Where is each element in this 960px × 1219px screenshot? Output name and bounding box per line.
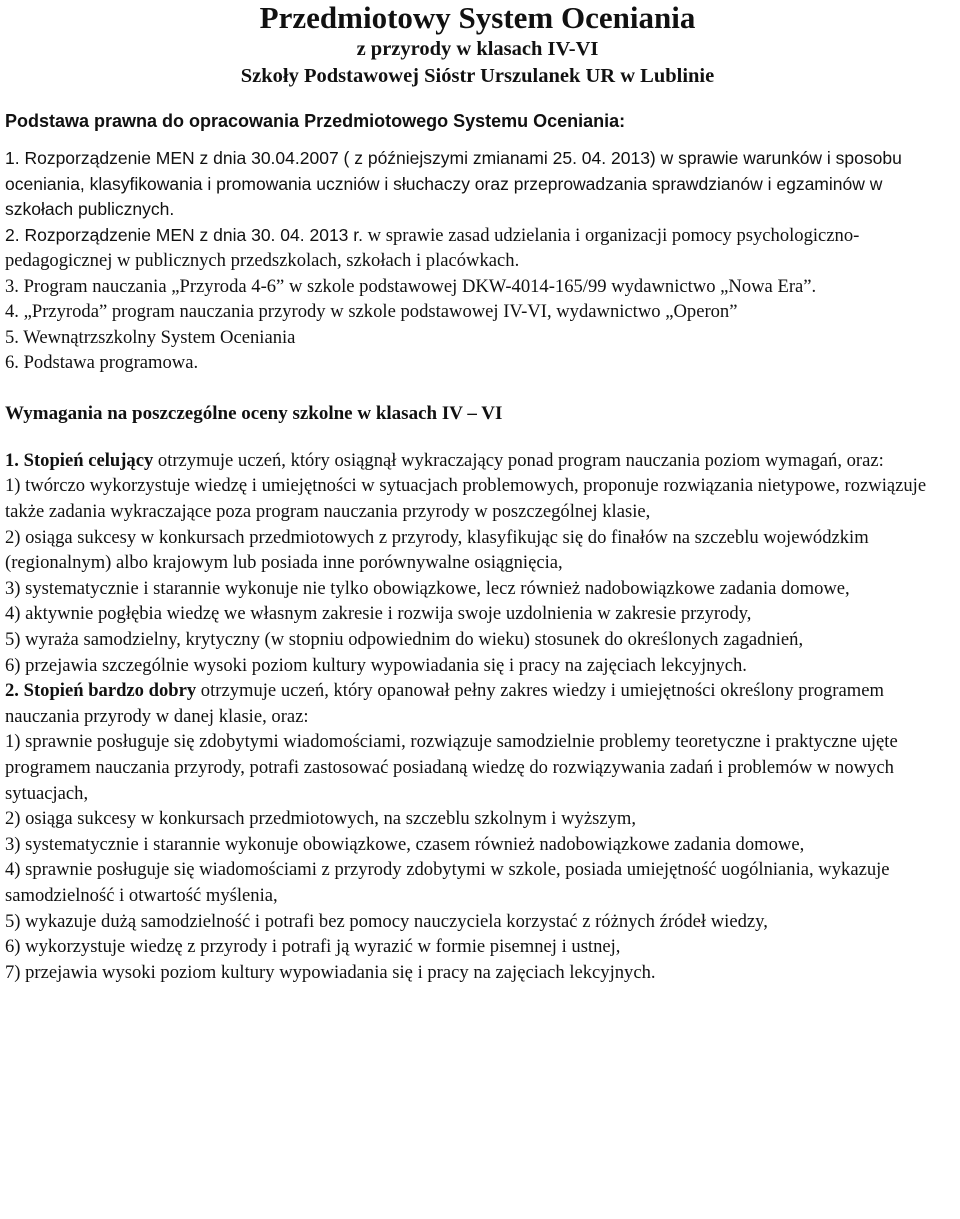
grade-block-bardzo-dobry [5, 678, 950, 985]
grade-point: 3) systematycznie i starannie wykonuje obowiązkowe, czasem również nadobowiązkowe zadania domowe, [5, 833, 805, 855]
legal-basis-item-2-start: 2. Rozporządzenie MEN z dnia 30. 04. 2013 r. [5, 224, 363, 245]
grade-point: 1) sprawnie posługuje się zdobytymi wiadomościami, rozwiązuje samodzielnie problemy teoretyczne i praktyczne ujęte programem nauczania przyrody, potrafi zastosować posiadaną wiedzę do rozwiązywania zadań i problemów w nowych sytuacjach, [5, 731, 898, 804]
grade-point: 2) osiąga sukcesy w konkursach przedmiotowych, na szczeblu szkolnym i wyższym, [5, 808, 636, 830]
grade-block-celujacy [5, 448, 950, 678]
grade-intro-text: otrzymuje uczeń, który opanował pełny zakres wiedzy i umiejętności określony programem nauczania przyrody w danej klasie, oraz: [5, 680, 884, 727]
document-subtitle-subject: z przyrody w klasach IV-VI [356, 38, 599, 60]
requirements-heading: Wymagania na poszczególne oceny szkolne w klasach IV – VI [5, 402, 503, 424]
requirements-section [5, 402, 950, 985]
legal-basis-item-6: 6. Podstawa programowa. [5, 352, 199, 374]
grade-number: 1. [5, 449, 19, 471]
legal-basis-list-sans [5, 146, 950, 274]
grade-intro [5, 678, 950, 729]
legal-basis-item-2 [5, 223, 950, 274]
grade-point: 5) wyraża samodzielny, krytyczny (w stopniu odpowiednim do wieku) stosunek do określonych zagadnień, [5, 629, 804, 651]
grade-name: Stopień bardzo dobry [23, 680, 197, 702]
legal-basis-item-4: 4. „Przyroda” program nauczania przyrody w szkole podstawowej IV-VI, wydawnictwo „Operon” [5, 301, 738, 323]
legal-basis-section [5, 110, 950, 376]
document-title: Przedmiotowy System Oceniania [259, 0, 696, 35]
grade-point: 6) wykorzystuje wiedzę z przyrody i potrafi ją wyrazić w formie pisemnej i ustnej, [5, 936, 621, 958]
grade-point: 6) przejawia szczególnie wysoki poziom kultury wypowiadania się i pracy na zajęciach lekcyjnych. [5, 654, 747, 676]
grade-intro [5, 448, 950, 474]
grade-point: 3) systematycznie i starannie wykonuje nie tylko obowiązkowe, lecz również nadobowiązkowe zadania domowe, [5, 577, 850, 599]
legal-basis-item-2-cont: w sprawie zasad udzielania i organizacji pomocy psychologiczno-pedagogicznej w publicznych przedszkolach, szkołach i placówkach. [5, 224, 860, 271]
grade-point: 1) twórczo wykorzystuje wiedzę i umiejętności w sytuacjach problemowych, proponuje rozwiązania nietypowe, rozwiązuje także zadania wykraczające poza program nauczania przyrody w poszczególnej klasie, [5, 475, 927, 523]
legal-basis-item-1: 1. Rozporządzenie MEN z dnia 30.04.2007 ( z późniejszymi zmianami 25. 04. 2013) w sprawie warunków i sposobu oceniania, klasyfikowania i promowania uczniów i słuchaczy oraz przeprowadzania sprawdzianów i egzaminów w szkołach publicznych. [5, 148, 902, 219]
legal-basis-item-3: 3. Program nauczania „Przyroda 4-6” w szkole podstawowej DKW-4014-165/99 wydawnictwo „Nowa Era”. [5, 275, 817, 297]
grade-point: 4) sprawnie posługuje się wiadomościami z przyrody zdobytymi w szkole, posiada umiejętność uogólniania, wykazuje samodzielność i otwartość myślenia, [5, 859, 890, 906]
legal-basis-list-serif [5, 274, 950, 376]
grade-number: 2. [5, 680, 19, 702]
legal-basis-item-5: 5. Wewnątrzszkolny System Oceniania [5, 326, 296, 348]
grade-name: Stopień celujący [23, 449, 154, 471]
grade-point: 2) osiąga sukcesy w konkursach przedmiotowych z przyrody, klasyfikując się do finałów na szczeblu wojewódzkim (regionalnym) albo krajowym lub posiada inne porównywalne osiągnięcia, [5, 526, 869, 574]
grade-intro-text: otrzymuje uczeń, który osiągnął wykraczający ponad program nauczania poziom wymagań, oraz: [153, 449, 884, 471]
legal-basis-heading: Podstawa prawna do opracowania Przedmiotowego Systemu Oceniania: [5, 111, 626, 131]
grade-point: 4) aktywnie pogłębia wiedzę we własnym zakresie i rozwija swoje uzdolnienia w zakresie przyrody, [5, 603, 752, 625]
grade-point: 7) przejawia wysoki poziom kultury wypowiadania się i pracy na zajęciach lekcyjnych. [5, 961, 656, 983]
document-subtitle-school: Szkoły Podstawowej Sióstr Urszulanek UR w Lublinie [240, 65, 715, 87]
grade-point: 5) wykazuje dużą samodzielność i potrafi bez pomocy nauczyciela korzystać z różnych źródeł wiedzy, [5, 910, 768, 932]
